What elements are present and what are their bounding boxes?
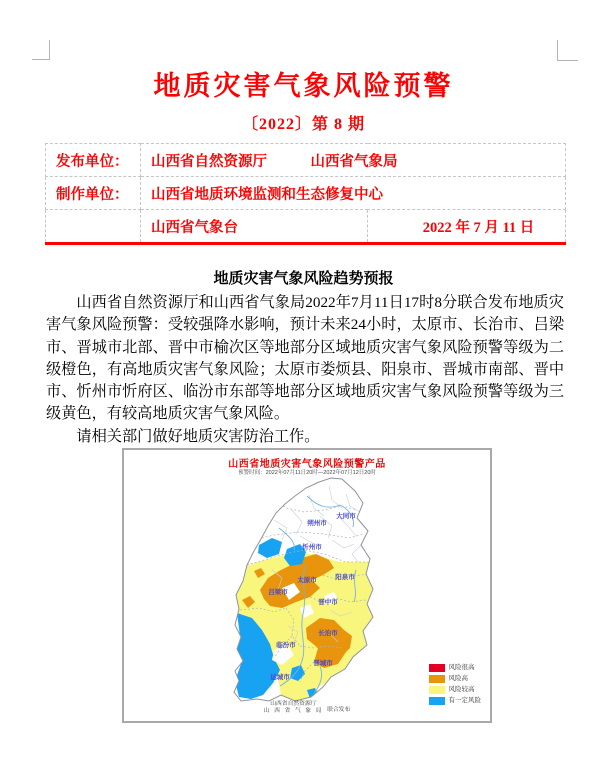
- city-label-datong: 大同市: [336, 513, 356, 520]
- report-paragraph-2: 请相关部门做好地质灾害防治工作。: [76, 427, 320, 445]
- city-label-yangquan: 阳泉市: [335, 574, 355, 581]
- document-title: 地质灾害气象风险预警: [153, 71, 454, 101]
- issue-date: 2022 年 7 月 11 日: [368, 210, 566, 244]
- city-label-taiyuan: 太原市: [297, 577, 317, 584]
- map-legend: [429, 664, 482, 705]
- city-label-jinzhong: 晋中市: [318, 599, 338, 606]
- legend-swatch-medium: [429, 686, 445, 694]
- map-footer-issuer-1: 山西省自然资源厅: [270, 701, 317, 707]
- city-label-xinzhou: 忻州市: [302, 544, 322, 551]
- map-footer-suffix: 联合发布: [327, 706, 351, 713]
- publisher-label: 发布单位：: [46, 144, 141, 177]
- city-label-changzhi: 长治市: [318, 630, 338, 637]
- observatory-value: 山西省气象台: [141, 210, 368, 244]
- legend-label-very-high: 风险很高: [448, 664, 475, 671]
- city-label-linfen: 临汾市: [276, 642, 296, 649]
- map-footer-issuer-2: 山 西 省 气 象 局: [263, 708, 324, 714]
- report-paragraph-1: 山西省自然资源厅和山西省气象局2022年7月11日17时8分联合发布地质灾害气象风险预警：受较强降水影响，预计未来24小时，太原市、长治市、吕梁市、晋城市北部、晋中市榆次区等地部分区域地质灾害气象风险预警等级为二级橙色，有高地质灾害气象风险；太原市娄烦县、阳泉市、晋城市南部、晋中市、忻州市忻府区、临汾市东部等地部分区域地质灾害气象风险预警等级为三级黄色，有较高地质灾害气象风险。: [46, 294, 564, 423]
- text-boundary-mark-top-right-h: [558, 60, 578, 61]
- city-label-lvliang: 吕梁市: [268, 589, 288, 596]
- legend-swatch-very-high: [429, 664, 445, 672]
- city-label-jincheng: 晋城市: [313, 660, 333, 667]
- legend-item-very-high: [429, 664, 482, 672]
- legend-swatch-high: [429, 675, 445, 683]
- issuing-info-table: [45, 143, 566, 245]
- text-boundary-mark-top-left-v: [49, 40, 50, 60]
- report-body: [46, 292, 564, 448]
- legend-label-some: 有一定风险: [448, 697, 481, 704]
- report-heading: 地质灾害气象风险趋势预报: [213, 271, 394, 287]
- producer-value: 山西省地质环境监测和生态修复中心: [141, 177, 566, 210]
- legend-label-high: 风险高: [448, 675, 468, 682]
- city-label-yuncheng: 运城市: [270, 674, 290, 681]
- map-title: 山西省地质灾害气象风险预警产品: [228, 459, 386, 470]
- risk-warning-map: [122, 448, 492, 723]
- legend-label-medium: 风险较高: [448, 686, 475, 693]
- legend-item-high: [429, 675, 482, 683]
- legend-item-medium: [429, 686, 482, 694]
- table-row: [46, 144, 566, 177]
- map-subtitle: 预警时间：2022年07月11日20时—2022年07月12日20时: [238, 470, 376, 476]
- issue-number: 〔2022〕第 8 期: [241, 116, 365, 133]
- text-boundary-mark-top-left-h: [32, 59, 50, 60]
- map-footer: [124, 701, 490, 715]
- table-row: [46, 177, 566, 210]
- empty-cell: [46, 210, 141, 244]
- producer-label: 制作单位：: [46, 177, 141, 210]
- map-footer-issuers: [264, 701, 323, 715]
- city-label-shuozhou: 朔州市: [307, 520, 327, 527]
- publisher-value: 山西省自然资源厅 山西省气象局: [141, 144, 566, 177]
- text-boundary-mark-top-right-v: [557, 40, 558, 61]
- table-row: [46, 210, 566, 244]
